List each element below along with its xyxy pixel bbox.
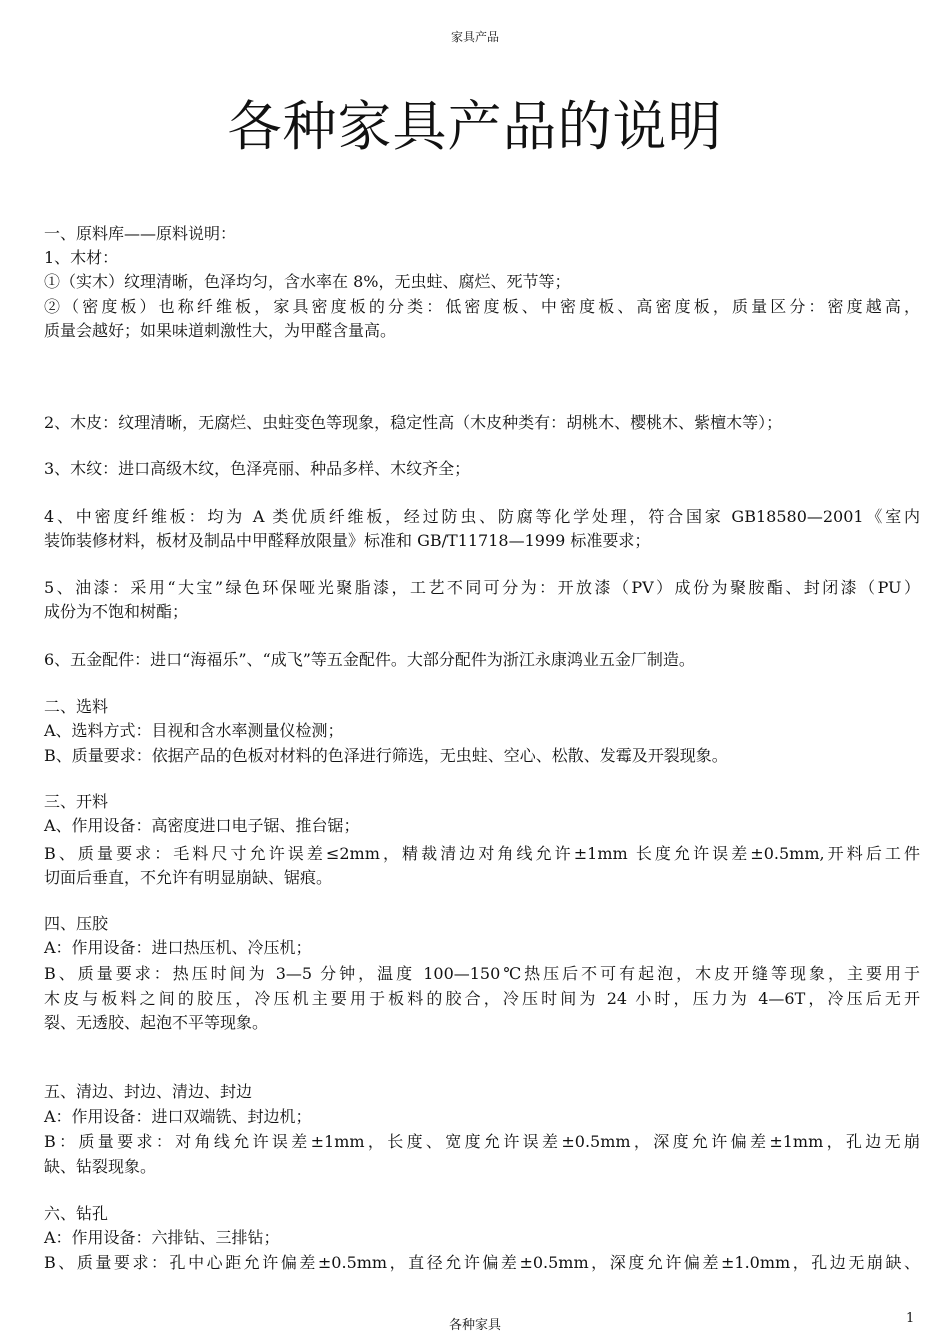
paragraph-line: 装饰装修材料，板材及制品中甲醛释放限量》标准和 GB/T11718—1999 标准要求； (44, 531, 651, 550)
paragraph-line: ②（密度板）也称纤维板，家具密度板的分类：低密度板、中密度板、高密度板，质量区分：密度越高， (44, 297, 920, 316)
paragraph-line: B：质量要求：对角线允许误差±1mm，长度、宽度允许误差±0.5mm，深度允许偏差±1mm，孔边无崩 (44, 1132, 920, 1151)
paragraph-line: A：作用设备：进口热压机、冷压机； (44, 938, 312, 957)
paragraph-line: 4、中密度纤维板：均为 A 类优质纤维板，经过防虫、防腐等化学处理，符合国家 GB18580—2001《室内 (44, 507, 920, 526)
section-heading: 三、开料 (44, 792, 109, 811)
paragraph-line: A：作用设备：六排钻、三排钻； (44, 1228, 280, 1247)
paragraph-line: 切面后垂直，不允许有明显崩缺、锯痕。 (44, 868, 333, 887)
paragraph-line: 1、木材： (44, 248, 119, 267)
paragraph-line: A、作用设备：高密度进口电子锯、推台锯； (44, 816, 360, 835)
section-heading: 六、钻孔 (44, 1204, 109, 1223)
section-heading: 四、压胶 (44, 914, 109, 933)
page-footer: 各种家具 (448, 1318, 501, 1333)
paragraph-line: B、质量要求：毛料尺寸允许误差≤2mm，精裁清边对角线允许±1mm 长度允许误差±0.5mm,开料后工件 (44, 844, 920, 863)
section-heading: 五、清边、封边、清边、封边 (44, 1082, 253, 1101)
paragraph-line: B、质量要求：依据产品的色板对材料的色泽进行筛选，无虫蛀、空心、松散、发霉及开裂现象。 (44, 746, 728, 765)
paragraph-line: B、质量要求：孔中心距允许偏差±0.5mm，直径允许偏差±0.5mm，深度允许偏差±1.0mm，孔边无崩缺、 (44, 1253, 920, 1272)
page-number: 1 (906, 1311, 915, 1326)
paragraph-line: A、选料方式：目视和含水率测量仪检测； (44, 721, 344, 740)
paragraph-line: B、质量要求：热压时间为 3—5 分钟，温度 100—150℃热压后不可有起泡，木皮开缝等现象，主要用于 (44, 964, 920, 983)
paragraph-line: A：作用设备：进口双端铣、封边机； (44, 1107, 312, 1126)
paragraph-line: 裂、无透胶、起泡不平等现象。 (44, 1013, 269, 1032)
page-header: 家具产品 (450, 30, 499, 44)
paragraph-line: 5、油漆：采用“大宝”绿色环保哑光聚脂漆，工艺不同可分为：开放漆（PV）成份为聚胺酯、封闭漆（PU） (44, 578, 920, 597)
document-title: 各种家具产品的说明 (227, 95, 723, 158)
paragraph-line: 3、木纹：进口高级木纹，色泽亮丽、种品多样、木纹齐全； (44, 459, 471, 478)
paragraph-line: 质量会越好；如果味道刺激性大，为甲醛含量高。 (44, 321, 397, 340)
paragraph-line: 6、五金配件：进口“海福乐”、“成飞”等五金配件。大部分配件为浙江永康鸿业五金厂制造。 (44, 650, 695, 669)
paragraph-line: 木皮与板料之间的胶压，冷压机主要用于板料的胶合，冷压时间为 24 小时，压力为 4—6T，冷压后无开 (44, 989, 920, 1008)
paragraph-line: ①（实木）纹理清晰，色泽均匀，含水率在 8%，无虫蛀、腐烂、死节等； (44, 272, 571, 291)
paragraph-line: 2、木皮：纹理清晰，无腐烂、虫蛀变色等现象，稳定性高（木皮种类有：胡桃木、樱桃木、紫檀木等）； (44, 413, 783, 432)
paragraph-line: 缺、钻裂现象。 (44, 1157, 157, 1176)
section-heading: 二、选料 (44, 697, 109, 716)
paragraph-line: 成份为不饱和树酯； (44, 602, 189, 621)
section-heading: 一、原料库——原料说明： (44, 224, 237, 243)
